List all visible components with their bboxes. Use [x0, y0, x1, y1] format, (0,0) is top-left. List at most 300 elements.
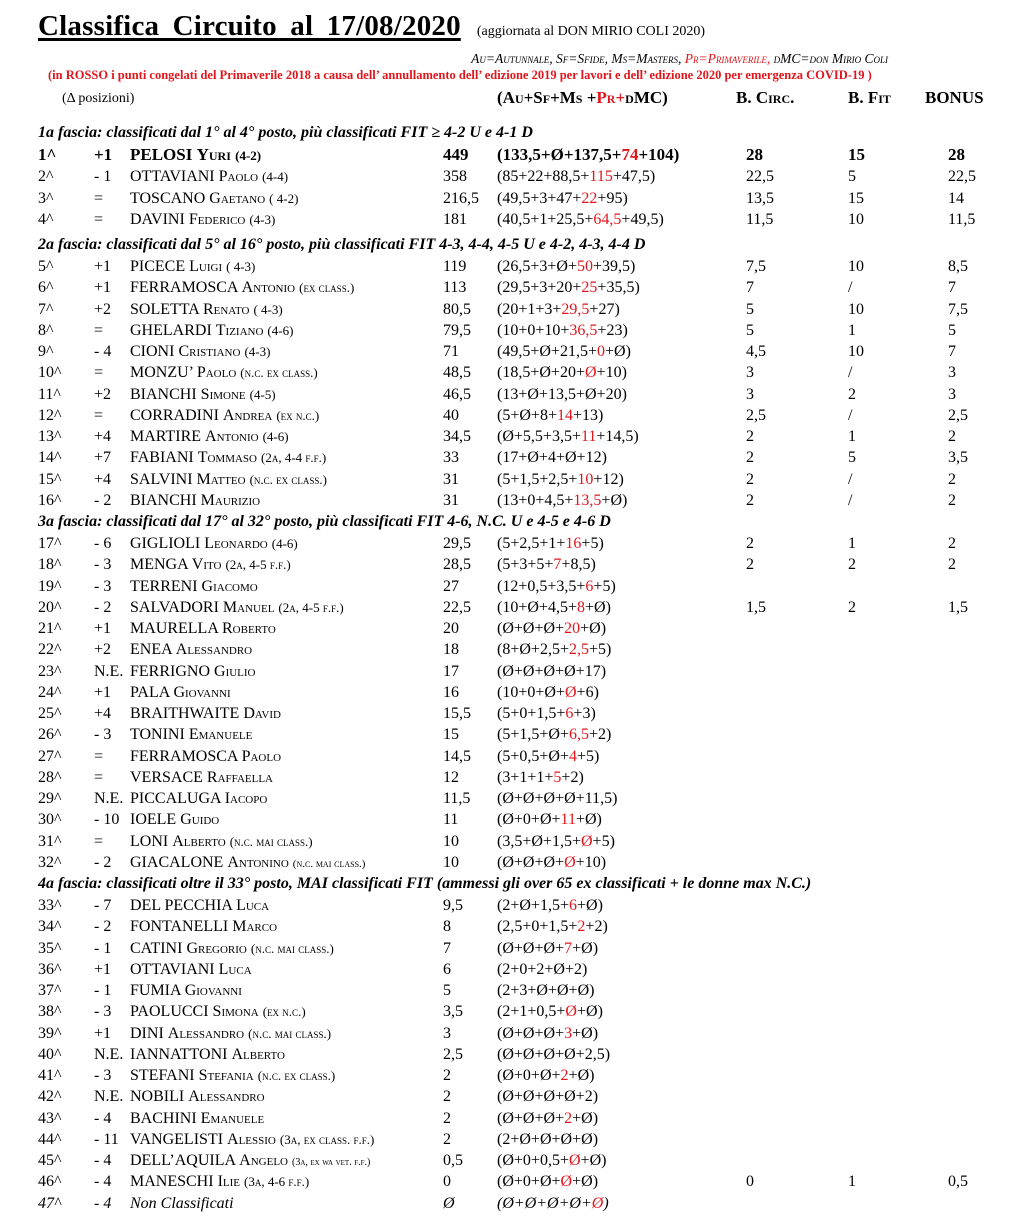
breakdown-term: Ø — [564, 683, 577, 701]
player-first-name: Paolo — [241, 747, 282, 765]
player-first-name: David — [243, 705, 281, 722]
bonus-fit: 1 — [848, 428, 856, 445]
player-first-name: Emanuele — [200, 1109, 265, 1127]
points-breakdown: (Ø+0+Ø+Ø+Ø) — [497, 1173, 599, 1191]
bonus-total: 8,5 — [948, 258, 968, 275]
player-name — [130, 748, 281, 766]
breakdown-term: 39,5 — [602, 258, 631, 275]
total-points: 3 — [443, 1024, 451, 1042]
position: 15^ — [38, 470, 62, 488]
position-change: - 3 — [94, 577, 112, 595]
position: 22^ — [38, 641, 62, 659]
bonus-fit: 1 — [848, 1173, 856, 1191]
player-name — [130, 471, 327, 489]
total-points: 14,5 — [443, 747, 471, 765]
position-change: - 3 — [94, 1067, 112, 1084]
breakdown-term: Ø — [614, 343, 626, 360]
points-breakdown: (Ø+Ø+Ø+2+Ø) — [497, 1109, 599, 1127]
table-row — [0, 258, 1034, 279]
player-name — [130, 343, 270, 361]
position-change: +2 — [94, 641, 112, 659]
position: 35^ — [38, 939, 62, 957]
player-surname: MENGA — [130, 556, 192, 574]
total-points: 2 — [443, 1088, 451, 1106]
band-heading: 2a fascia: classificati dal 5° al 16° posto, più classificati FIT 4-3, 4-4, 4-5 U e 4-2, 4-3, 4-4 D — [38, 236, 646, 253]
breakdown-term: 0 — [519, 960, 528, 978]
player-name — [130, 726, 252, 744]
breakdown-term: 29,5 — [502, 279, 531, 297]
breakdown-term: Ø — [584, 811, 597, 829]
player-note: (3a, ex class. f.f.) — [279, 1131, 375, 1147]
position-change: +2 — [94, 385, 112, 403]
player-first-name: Gregorio — [186, 939, 247, 957]
bonus-total: 14 — [948, 189, 964, 207]
table-row — [0, 811, 1034, 832]
player-first-name: Iacopo — [224, 790, 268, 807]
breakdown-term: 35,5 — [606, 279, 635, 297]
breakdown-term: Ø — [564, 1088, 576, 1106]
bonus-fit: 15 — [848, 145, 865, 164]
breakdown-term: 25 — [581, 279, 598, 297]
breakdown-term: Ø — [547, 1194, 559, 1212]
bonus-total: 2 — [948, 535, 956, 552]
breakdown-term: Ø — [502, 790, 514, 807]
updated-note: (aggiornata al DON MIRIO COLI 2020) — [476, 24, 706, 39]
breakdown-term: Ø — [560, 1173, 573, 1191]
points-breakdown: (85+22+88,5+115+47,5) — [497, 168, 656, 186]
bonus-fit: 10 — [848, 258, 864, 275]
total-points: 28,5 — [443, 556, 471, 574]
table-row — [0, 833, 1034, 854]
points-breakdown: (5+1,5+Ø+6,5+2) — [497, 726, 612, 744]
table-row — [0, 684, 1034, 705]
player-name — [130, 449, 326, 467]
player-name — [130, 897, 269, 915]
breakdown-term: Ø — [543, 939, 556, 957]
total-points: 9,5 — [443, 897, 463, 914]
points-breakdown: (5+0,5+Ø+4+5) — [497, 747, 600, 765]
points-breakdown: (10+Ø+4,5+8+Ø) — [497, 598, 611, 616]
points-breakdown: (2+Ø+1,5+6+Ø) — [497, 897, 603, 914]
breakdown-term: Ø — [502, 1194, 514, 1212]
player-first-name: Maurizio — [200, 491, 261, 509]
total-points: 22,5 — [443, 598, 471, 616]
position-change: - 6 — [94, 535, 112, 552]
player-note: (4-6) — [262, 429, 289, 444]
player-first-name: Giovanni — [173, 683, 231, 701]
player-first-name: Giacomo — [201, 577, 258, 595]
total-points: 0,5 — [443, 1152, 463, 1169]
points-breakdown: (5+2,5+1+16+5) — [497, 535, 604, 552]
position: 17^ — [38, 535, 62, 552]
player-surname: FERRIGNO — [130, 662, 215, 680]
points-breakdown: (3,5+Ø+1,5+Ø+5) — [497, 832, 615, 850]
breakdown-term: 3 — [564, 1024, 573, 1042]
bonus-total: 7 — [948, 279, 956, 297]
breakdown-term: Ø — [568, 1152, 581, 1169]
table-row — [0, 578, 1034, 599]
breakdown-term: Ø — [519, 1130, 531, 1148]
breakdown-term: Ø — [527, 449, 539, 467]
breakdown-term: 6 — [585, 683, 594, 701]
bonus-total: 11,5 — [948, 210, 976, 228]
position: 34^ — [38, 918, 62, 936]
breakdown-term: Ø — [539, 1130, 552, 1148]
total-points: 11,5 — [443, 790, 471, 807]
breakdown-term: Ø — [556, 258, 568, 275]
breakdown-term: 1 — [539, 210, 548, 228]
breakdown-term: 0 — [596, 343, 605, 360]
position: 24^ — [38, 683, 62, 701]
breakdown-term: 6 — [568, 897, 577, 914]
title-row — [38, 10, 705, 43]
position-change: - 4 — [94, 1173, 112, 1191]
breakdown-term: 47,5 — [621, 168, 650, 186]
total-points: 5 — [443, 982, 451, 999]
player-first-name: Stefania — [198, 1067, 254, 1084]
position-change: = — [94, 768, 104, 786]
total-points: 2 — [443, 1130, 451, 1148]
player-surname: IANNATTONI — [130, 1045, 228, 1063]
breakdown-term: 2 — [570, 768, 579, 786]
breakdown-term: 1,5 — [548, 918, 569, 936]
player-first-name: Matteo — [196, 470, 246, 488]
bonus-circuit: 2,5 — [746, 406, 766, 424]
breakdown-term: 13 — [502, 491, 519, 509]
breakdown-term: 2 — [560, 1067, 569, 1084]
player-note: (4-3) — [244, 344, 271, 359]
position-change: = — [94, 364, 104, 382]
bonus-fit: 2 — [848, 598, 856, 616]
player-surname: MARTIRE — [130, 428, 206, 445]
position-change: = — [94, 747, 104, 765]
breakdown-term: Ø — [543, 620, 556, 637]
breakdown-term: 3,5 — [551, 428, 572, 445]
player-note: ( 4-3) — [226, 259, 256, 274]
position-change: +2 — [94, 300, 112, 318]
legend-pr: Pr=Primaverile, — [684, 51, 771, 66]
breakdown-term: 13 — [582, 406, 599, 424]
breakdown-term: 22 — [527, 168, 544, 186]
breakdown-term: 5 — [502, 556, 511, 574]
position-change: - 1 — [94, 168, 112, 186]
player-name — [130, 1088, 265, 1106]
position: 7^ — [38, 300, 54, 318]
bonus-total: 22,5 — [948, 168, 976, 186]
player-name — [130, 982, 242, 1000]
bonus-circuit: 5 — [746, 300, 754, 318]
bonus-circuit: 28 — [746, 145, 763, 164]
player-name — [130, 1173, 309, 1191]
breakdown-term: 12 — [585, 449, 602, 467]
player-name — [130, 428, 289, 446]
breakdown-term: Ø — [539, 1173, 552, 1191]
bonus-fit: 10 — [848, 343, 864, 360]
total-points: 449 — [443, 145, 469, 164]
player-surname: GHELARDI — [130, 321, 216, 339]
breakdown-term: 0 — [527, 321, 536, 339]
bonus-fit: 2 — [848, 556, 856, 574]
player-surname: PICECE — [130, 258, 190, 275]
player-name — [130, 1046, 285, 1064]
table-row — [0, 1046, 1034, 1067]
position-change: +4 — [94, 470, 112, 488]
table-row — [0, 769, 1034, 790]
player-note: (4-2) — [235, 148, 262, 163]
breakdown-term: Ø — [522, 1109, 535, 1127]
breakdown-term: Ø — [564, 449, 577, 467]
player-first-name: Angelo — [239, 1152, 288, 1169]
points-breakdown: (2+1+0,5+Ø+Ø) — [497, 1003, 603, 1021]
player-first-name: Luca — [236, 897, 270, 914]
bonus-circuit: 7,5 — [746, 258, 766, 275]
position-change: - 2 — [94, 491, 112, 509]
table-row — [0, 940, 1034, 961]
table-row — [0, 535, 1034, 556]
total-points: 7 — [443, 939, 451, 957]
player-first-name: Ilie — [217, 1173, 240, 1191]
breakdown-term: 2,5 — [502, 918, 523, 936]
breakdown-term: Ø — [531, 832, 543, 850]
player-name — [130, 364, 318, 382]
player-name — [130, 407, 319, 425]
breakdown-term: 3 — [539, 189, 548, 207]
breakdown-term: 0,5 — [539, 1152, 560, 1169]
breakdown-term: 11 — [580, 428, 597, 445]
player-surname: MONZU’ — [130, 364, 197, 382]
points-breakdown: (20+1+3+29,5+27) — [497, 300, 620, 318]
position-change: - 1 — [94, 982, 112, 999]
position-change: +1 — [94, 1024, 112, 1042]
player-surname: TERRENI — [130, 577, 202, 595]
breakdown-term: 1 — [519, 1003, 528, 1021]
breakdown-term: 5 — [536, 556, 545, 574]
player-note: (3a, ex wa vet. f.f.) — [292, 1157, 371, 1168]
player-surname: DELL’AQUILA — [130, 1152, 240, 1169]
total-points: 34,5 — [443, 428, 471, 445]
position-change: - 7 — [94, 897, 112, 914]
total-points: 11 — [443, 811, 459, 829]
breakdown-term: 0,5 — [536, 1003, 557, 1021]
bonus-total: 5 — [948, 321, 956, 339]
table-row — [0, 449, 1034, 470]
breakdown-term: 6,5 — [568, 726, 589, 744]
position-change: = — [94, 832, 104, 850]
player-name — [130, 769, 273, 787]
player-surname: MAURELLA — [130, 620, 222, 637]
column-header-breakdown — [497, 88, 668, 108]
position: 14^ — [38, 449, 62, 467]
breakdown-term: 5 — [502, 726, 511, 744]
player-note: (4-5) — [249, 386, 276, 402]
breakdown-term: 5 — [590, 535, 599, 552]
total-points: 3,5 — [443, 1003, 463, 1021]
total-points: 6 — [443, 960, 451, 978]
breakdown-term: Ø — [586, 1003, 598, 1021]
points-breakdown: (49,5+3+47+22+95) — [497, 189, 628, 207]
total-points: 48,5 — [443, 364, 471, 382]
breakdown-term: Ø — [577, 982, 590, 999]
breakdown-term: 2,5 — [519, 535, 540, 552]
bonus-circuit: 2 — [746, 556, 754, 574]
breakdown-term: 5 — [502, 406, 511, 424]
points-breakdown: (Ø+Ø+Ø+7+Ø) — [497, 939, 599, 957]
breakdown-term: 8,5 — [570, 556, 591, 574]
breakdown-term: Ø — [519, 897, 531, 914]
breakdown-term: Ø — [543, 1024, 556, 1042]
player-first-name: Antonio — [205, 428, 259, 445]
table-row — [0, 1173, 1034, 1194]
player-name — [130, 833, 313, 851]
total-points: 71 — [443, 343, 459, 360]
breakdown-term: Ø — [502, 1088, 514, 1106]
table-row — [0, 961, 1034, 982]
player-name — [130, 620, 276, 638]
breakdown-term: Ø — [527, 598, 539, 616]
breakdown-term: Ø — [522, 620, 535, 637]
breakdown-term: 14 — [556, 406, 573, 424]
bonus-circuit: 1,5 — [746, 598, 766, 616]
player-note: (n.c. mai class.) — [248, 1025, 332, 1041]
player-note: (2a, 4-4 f.f.) — [261, 450, 327, 466]
breakdown-term: Ø — [589, 620, 601, 637]
player-first-name: Luca — [218, 960, 252, 978]
position-change: N.E. — [94, 1088, 124, 1106]
player-surname: DINI — [130, 1024, 168, 1042]
bonus-circuit: 5 — [746, 321, 754, 339]
position: 21^ — [38, 620, 62, 637]
breakdown-term: 1,5 — [551, 832, 572, 850]
breakdown-term: 5 — [502, 470, 511, 488]
player-name — [130, 322, 293, 340]
breakdown-term: Ø — [522, 939, 535, 957]
position: 29^ — [38, 790, 62, 807]
breakdown-term: 2 — [584, 1088, 593, 1106]
points-breakdown: (5+0+1,5+6+3) — [497, 705, 596, 722]
table-row — [0, 556, 1034, 577]
breakdown-term: 4 — [547, 449, 556, 467]
breakdown-term: 11 — [560, 811, 576, 829]
player-note: (4-6) — [267, 322, 294, 338]
player-first-name: Gaetano — [209, 189, 266, 207]
bonus-total: 1,5 — [948, 598, 968, 616]
breakdown-term: 21,5 — [559, 343, 588, 360]
breakdown-term: 3 — [519, 982, 528, 999]
player-surname: GIGLIOLI — [130, 535, 201, 552]
player-first-name: Yuri — [196, 145, 231, 164]
breakdown-term: 95 — [606, 189, 623, 207]
player-first-name: Antonio — [241, 279, 296, 297]
bonus-total: 3 — [948, 385, 956, 403]
player-name — [130, 854, 365, 872]
position: 41^ — [38, 1067, 62, 1084]
position: 43^ — [38, 1109, 62, 1127]
position: 39^ — [38, 1024, 62, 1042]
breakdown-term: 1,5 — [536, 705, 557, 722]
breakdown-term: 16 — [565, 535, 582, 552]
bonus-fit: / — [848, 470, 853, 488]
player-surname: SALVINI — [130, 470, 197, 488]
position: 23^ — [38, 662, 62, 680]
bonus-circuit: 3 — [746, 385, 754, 403]
position-change: - 2 — [94, 853, 112, 871]
points-breakdown: (2+3+Ø+Ø+Ø) — [497, 982, 595, 999]
position-change: = — [94, 189, 104, 207]
bonus-fit: 5 — [848, 168, 856, 186]
breakdown-term: Ø — [548, 747, 560, 765]
player-first-name: Cristiano — [178, 343, 241, 360]
breakdown-term: 20 — [605, 385, 622, 403]
player-surname: FABIANI — [130, 449, 194, 467]
player-name — [130, 556, 291, 574]
breakdown-term: 2 — [577, 918, 586, 936]
table-row — [0, 471, 1034, 492]
bonus-circuit: 13,5 — [746, 189, 774, 207]
breakdown-term: Ø — [502, 428, 514, 445]
player-name — [130, 641, 252, 659]
breakdown-term: 85 — [502, 168, 519, 186]
player-surname: PAOLUCCI — [130, 1003, 213, 1021]
table-row — [0, 1195, 1034, 1216]
position: 9^ — [38, 343, 54, 360]
breakdown-term: Ø — [519, 406, 531, 424]
player-name — [130, 301, 283, 319]
player-first-name: Manuel — [222, 598, 275, 616]
position: 26^ — [38, 726, 62, 744]
breakdown-term: Ø — [543, 1109, 556, 1127]
breakdown-term: 8 — [539, 406, 548, 424]
breakdown-term: Ø — [565, 1003, 577, 1021]
total-points: 29,5 — [443, 535, 471, 552]
table-row — [0, 190, 1034, 211]
legend-ms: Ms=Masters, — [611, 51, 682, 66]
bonus-circuit: 4,5 — [746, 343, 766, 360]
breakdown-close: dMC) — [625, 88, 668, 107]
bonus-total: 7 — [948, 343, 956, 360]
breakdown-term: 10 — [605, 364, 622, 382]
breakdown-term: Ø — [502, 939, 514, 957]
position-change: +7 — [94, 449, 112, 467]
breakdown-term: 17 — [502, 449, 519, 467]
player-name — [130, 918, 277, 936]
breakdown-term: 11,5 — [584, 790, 613, 807]
player-first-name: Antonino — [227, 853, 289, 871]
breakdown-term: 20 — [564, 620, 581, 637]
position: 5^ — [38, 258, 54, 275]
breakdown-term: 0 — [522, 1067, 531, 1084]
breakdown-term: 36,5 — [569, 321, 598, 339]
breakdown-term: 40,5 — [502, 210, 531, 228]
player-first-name: Paolo — [196, 364, 237, 382]
breakdown-term: Ø — [522, 662, 535, 680]
bonus-circuit: 22,5 — [746, 168, 774, 186]
player-surname: OTTAVIANI — [130, 960, 215, 978]
breakdown-term: Ø — [522, 1024, 535, 1042]
player-first-name: Alessandro — [188, 1088, 265, 1106]
breakdown-term: 17 — [584, 662, 601, 680]
breakdown-term: 2,5 — [568, 641, 589, 659]
player-surname: MANESCHI — [130, 1173, 218, 1191]
player-surname: CORRADINI — [130, 406, 223, 424]
player-surname: CIONI — [130, 343, 179, 360]
breakdown-term: Ø — [581, 1024, 593, 1042]
player-note: (4-6) — [271, 536, 298, 551]
breakdown-term: Ø — [539, 811, 552, 829]
breakdown-term: 2 — [598, 726, 607, 744]
breakdown-term: 13,5 — [547, 385, 576, 403]
player-first-name: Emanuele — [188, 726, 253, 744]
bonus-fit: / — [848, 406, 853, 424]
